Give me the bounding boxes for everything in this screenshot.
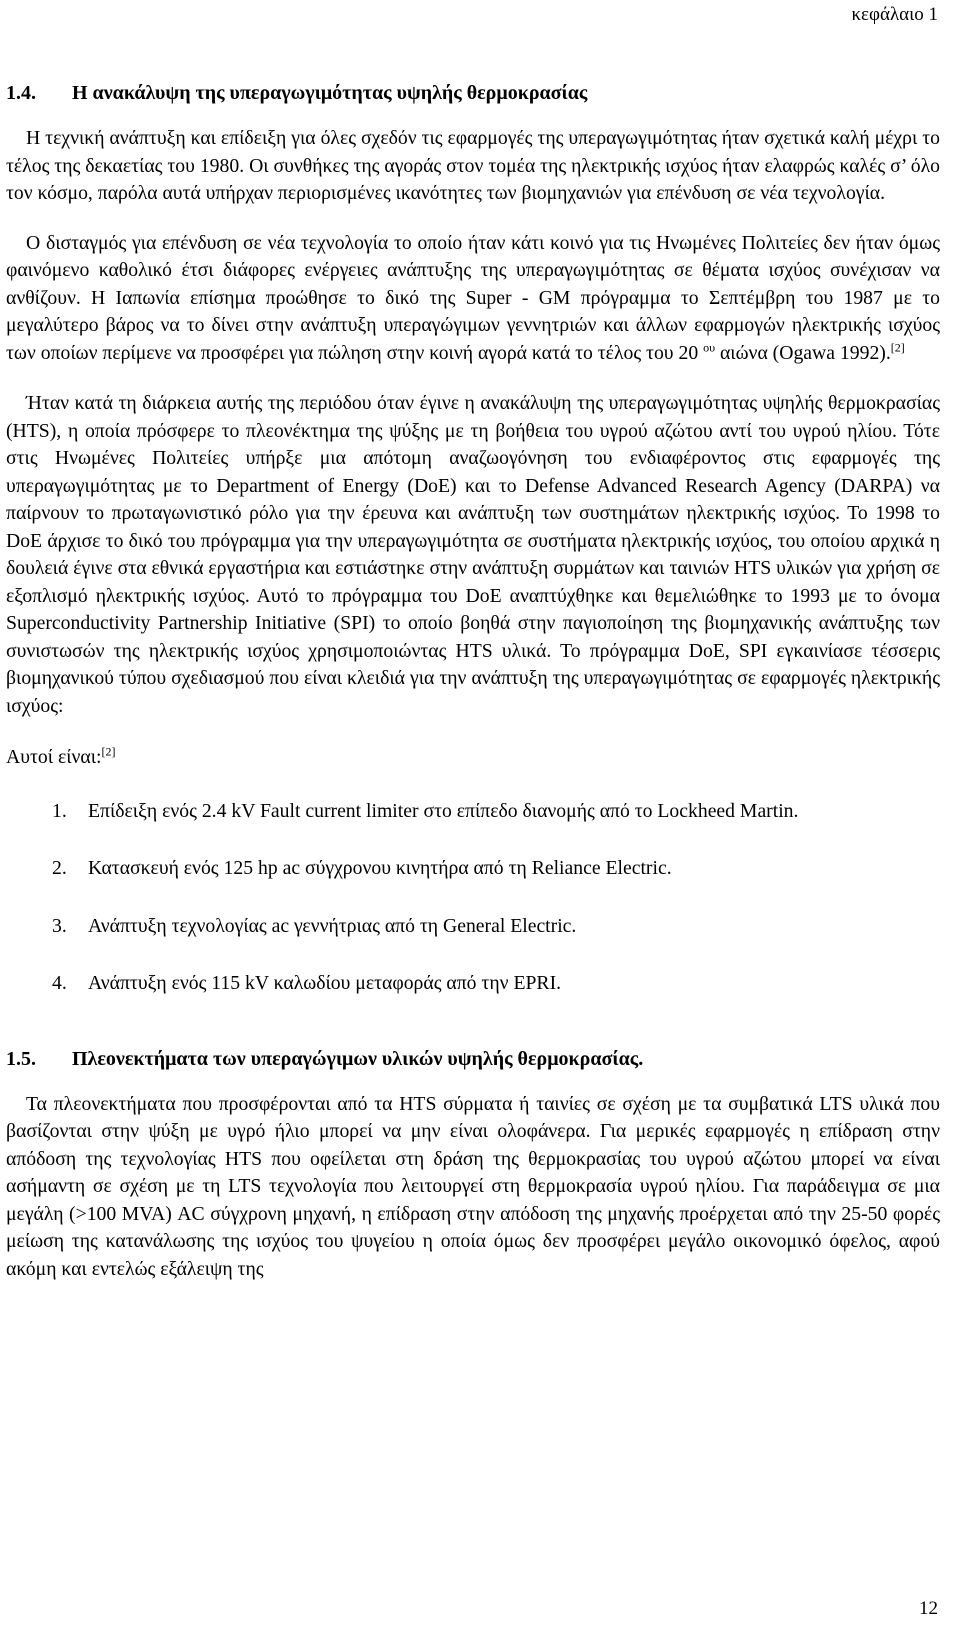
paragraph-1: Η τεχνική ανάπτυξη και επίδειξη για όλες σχεδόν τις εφαρμογές της υπεραγωγιμότητας ήταν σχετικά καλή μέχρι το τέλος της δεκαετίας του 1980. Οι συνθήκες της αγοράς στον τομέα της ηλεκτρικής ισχύος ήταν ελαφρώς καλές σ’ όλο τον κόσμο, παρόλα αυτά υπήρχαν περιορισμένες ικανότητες των βιομηχανιών για επένδυση σε νέα τεχνολογία.	[6, 127, 940, 204]
list-item-number: 4.	[52, 972, 67, 994]
paragraph-2-main: Ο δισταγμός για επένδυση σε νέα τεχνολογία το οποίο ήταν κάτι κοινό για τις Ηνωμένες Πολιτείες δεν ήταν όμως φαινόμενο καθολικό έτσι διάφορες ενέργειες ανάπτυξης της υπεραγωγιμότητας σε θέματα ισχύος συνέχισαν να ανθίζουν. Η Ιαπωνία επίσημα προώθησε το δικό της Super - GM πρόγραμμα το Σεπτέμβρη του 1987 με το μεγαλύτερο βάρος να το δίνει στην ανάπτυξη υπεραγώγιμων γεννητριών και άλλων εφαρμογών ηλεκτρικής ισχύος των οποίων περίμενε να προσφέρει για πώληση στην κοινή αγορά κατά το τέλος του 20	[6, 231, 940, 364]
page-body	[0, 82, 960, 1283]
paragraph-2-tail: αιώνα (Ogawa 1992).	[719, 341, 891, 364]
list-item-number: 2.	[52, 857, 67, 879]
list-item	[52, 798, 940, 826]
list-item-number: 3.	[52, 914, 67, 937]
list-item-text: Κατασκευή ενός 125 hp ac σύγχρονου κινητήρα από τη Reliance Electric.	[88, 857, 672, 879]
superscript-ou: ου	[703, 339, 716, 354]
list-lead-text: Αυτοί είναι:	[6, 746, 102, 768]
project-list	[52, 798, 940, 998]
section-number: 1.5.	[6, 1047, 36, 1070]
section-heading-1-5	[0, 1048, 960, 1071]
list-item-number: 1.	[52, 799, 67, 822]
list-item	[52, 855, 940, 883]
chapter-header: κεφάλαιο 1	[851, 4, 938, 25]
page-number: 12	[919, 1598, 938, 1619]
list-item	[52, 913, 940, 941]
section-heading-1-4	[0, 82, 960, 105]
citation-ref: [2]	[890, 339, 905, 354]
section-title: Η ανακάλυψη της υπεραγωγιμότητας υψηλής θερμοκρασίας	[72, 82, 588, 104]
paragraph-2	[6, 230, 940, 368]
citation-ref: [2]	[101, 744, 116, 759]
list-item-text: Επίδειξη ενός 2.4 kV Fault current limiter στο επίπεδο διανομής από το Lockheed Martin.	[88, 799, 799, 822]
section-title: Πλεονεκτήματα των υπεραγώγιμων υλικών υψηλής θερμοκρασίας.	[72, 1047, 644, 1070]
list-item-text: Ανάπτυξη ενός 115 kV καλωδίου μεταφοράς από την EPRI.	[88, 972, 562, 994]
list-item	[52, 970, 940, 998]
paragraph-4: Τα πλεονεκτήματα που προσφέρονται από τα HTS σύρματα ή ταινίες σε σχέση με τα συμβατικά LTS υλικά που βασίζονται στην ψύξη με υγρό ήλιο μπορεί να μην είναι ολοφάνερα. Για μερικές εφαρμογές η επίδραση στην απόδοση της τεχνολογίας HTS που οφείλεται στη δράση της θερμοκρασίας του υγρού αζώτου μπορεί να είναι ασήμαντη σε σχέση με τη LTS τεχνολογία που λειτουργεί στη θερμοκρασία υγρού ηλίου. Για παράδειγμα σε μια μεγάλη (>100 MVA) AC σύγχρονη μηχανή, η επίδραση στην απόδοση της μηχανής προέρχεται από την 25-50 φορές μείωση της κατανάλωσης της ισχύος του ψυγείου η οποία όμως δεν προσφέρει μεγάλο οικονομικό όφελος, αφού ακόμη και εντελώς εξάλειψη της	[6, 1092, 940, 1280]
section-number: 1.4.	[6, 82, 36, 104]
list-lead	[6, 744, 940, 772]
list-item-text: Ανάπτυξη τεχνολογίας ac γεννήτριας από τη General Electric.	[88, 914, 577, 937]
paragraph-3: Ήταν κατά τη διάρκεια αυτής της περιόδου όταν έγινε η ανακάλυψη της υπεραγωγιμότητας υψηλής θερμοκρασίας (HTS), η οποία πρόσφερε το πλεονέκτημα της ψύξης με τη βοήθεια του υγρού αζώτου αντί του υγρού ηλίου. Τότε στις Ηνωμένες Πολιτείες υπήρξε μια απότομη αναζωογόνηση του ενδιαφέροντος στις εφαρμογές της υπεραγωγιμότητας με το Department of Energy (DoE) και το Defense Advanced Research Agency (DARPA) να παίρνουν το πρωταγωνιστικό ρόλο για την έρευνα και ανάπτυξη των συστημάτων ηλεκτρικής ισχύος. Το 1998 το DoE άρχισε το δικό του πρόγραμμα για την υπεραγωγιμότητα σε συστήματα ηλεκτρικής ισχύος, του οποίου αρχικά η δουλειά έγινε στα εθνικά εργαστήρια και εστιάστηκε στην ανάπτυξη συρμάτων και ταινιών HTS υλικών για χρήση σε εξοπλισμό ηλεκτρικής ισχύος. Αυτό το πρόγραμμα του DoE αναπτύχθηκε και θεμελιώθηκε το 1993 με το όνομα Superconductivity Partnership Initiative (SPI) το οποίο βοηθά στην παγιοποίηση της βιομηχανικής ανάπτυξης των συνιστωσών της ηλεκτρικής ισχύος χρησιμοποιώντας HTS υλικά. Το πρόγραμμα DoE, SPI εγκαινίασε τέσσερις βιομηχανικού τύπου σχεδιασμού που είναι κλειδιά για την ανάπτυξη της υπεραγωγιμότητας σε εφαρμογές ηλεκτρικής ισχύος:	[6, 392, 940, 717]
